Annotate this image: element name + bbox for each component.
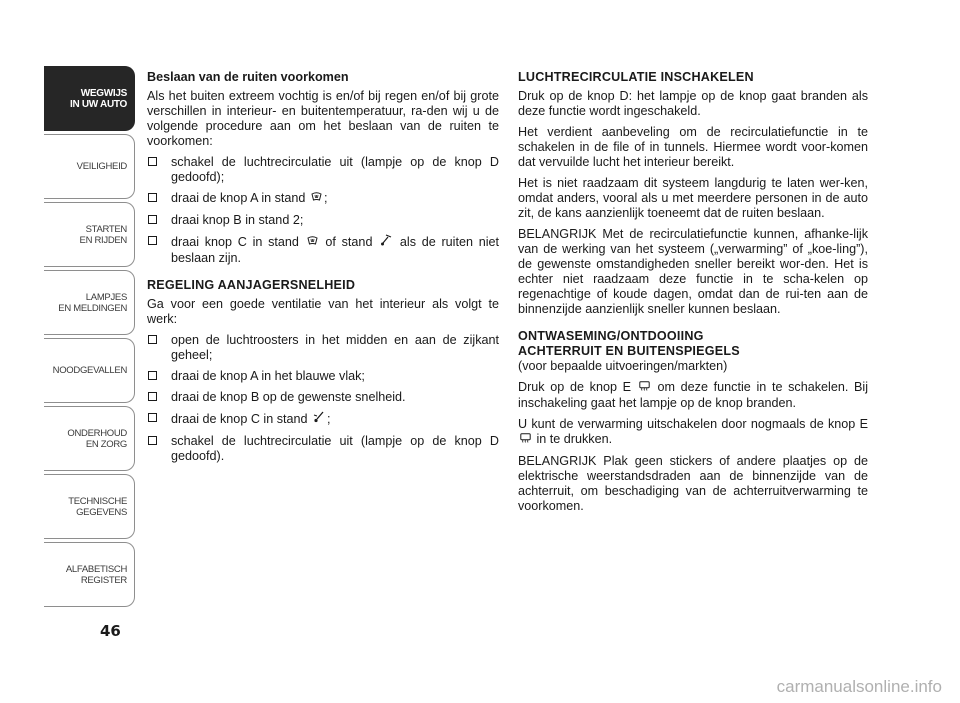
procedure-list [147,155,499,266]
subheading-beslaan: Beslaan van de ruiten voorkomen [147,70,349,84]
checkbox-bullet-icon [148,157,157,166]
list-item: schakel de luchtrecirculatie uit (lampje op de knop D gedoofd). [147,434,499,464]
windshield-defrost-icon [311,192,322,207]
chapter-sidebar [44,66,136,610]
checkbox-bullet-icon [148,236,157,245]
page-number: 46 [100,622,121,640]
feet-windshield-icon [380,234,392,251]
important-note: BELANGRIJK Plak geen stickers of andere plaatjes op de elektrische weerstandsdraden aan de binnenzijde van de achterruit, om beschadiging van de achterruitverwarming te voorkomen. [518,454,868,513]
checkbox-bullet-icon [148,371,157,380]
paragraph: U kunt de verwarming uitschakelen door nogmaals de knop E in te drukken. [518,417,868,446]
paragraph: Het verdient aanbeveling om de recirculatiefunctie in te schakelen in de file of in tunnels. Hiermee wordt voor-komen dat vervuilde lucht het interieur bereikt. [518,125,868,169]
ventilation-list [147,333,499,464]
checkbox-bullet-icon [148,335,157,344]
windshield-defrost-icon [307,236,318,251]
heading-ontwaseming: ONTWASEMING/ONTDOOIING ACHTERRUIT EN BUITENSPIEGELS [518,329,740,358]
tab-veiligheid[interactable]: VEILIGHEID [44,134,135,199]
important-note: BELANGRIJK Met de recirculatiefunctie kunnen, afhanke-lijk van de werking van het systeem („verwarming” of „koe-ling”), de gewenste omstandigheden sneller bereikt wor-den. Het is echter niet raadzaam deze functie in te scha-kelen op regenachtige of koude dagen, omdat dan de rui-ten aan de binnenzijde aanzienlijk sneller kunnen beslaan. [518,227,868,316]
right-column [518,70,868,520]
checkbox-bullet-icon [148,193,157,202]
heading-aanjagersnelheid: REGELING AANJAGERSNELHEID [147,278,356,292]
rear-defrost-icon [639,381,650,396]
paragraph: Druk op de knop D: het lampje op de knop gaat branden als deze functie wordt ingeschakeld. [518,89,868,118]
intro-paragraph: Als het buiten extreem vochtig is en/of bij regen en/of bij grote verschillen in interieur- en buitentemperatuur, ra-den wij u de volgende procedure aan om het beslaan van de ruiten te voorkomen: [147,89,499,148]
ventilation-intro: Ga voor een goede ventilatie van het interieur als volgt te werk: [147,297,499,326]
checkbox-bullet-icon [148,436,157,445]
tab-technische[interactable]: TECHNISCHE GEGEVENS [44,474,135,539]
checkbox-bullet-icon [148,392,157,401]
tab-wegwijs[interactable]: WEGWIJS IN UW AUTO [44,66,135,131]
list-item: open de luchtroosters in het midden en aan de zijkant geheel; [147,333,499,363]
list-item: draai knop C in stand of stand als de ruiten niet beslaan zijn. [147,234,499,266]
paragraph: Druk op de knop E om deze functie in te schakelen. Bij inschakeling gaat het lampje op de knop branden. [518,380,869,410]
checkbox-bullet-icon [148,413,157,422]
left-column [147,70,499,470]
tab-onderhoud[interactable]: ONDERHOUD EN ZORG [44,406,135,471]
tab-alfabetisch[interactable]: ALFABETISCH REGISTER [44,542,135,607]
tab-noodgevallen[interactable]: NOODGEVALLEN [44,338,135,403]
list-item: schakel de luchtrecirculatie uit (lampje op de knop D gedoofd); [147,155,499,185]
list-item: draai knop B in stand 2; [147,213,499,228]
tab-starten[interactable]: STARTEN EN RIJDEN [44,202,135,267]
tab-lampjes[interactable]: LAMPJES EN MELDINGEN [44,270,135,335]
list-item: draai de knop C in stand ; [147,411,499,428]
body-face-vent-icon [313,411,325,428]
rear-defrost-icon [520,433,531,448]
checkbox-bullet-icon [148,215,157,224]
watermark: carmanualsonline.info [776,677,942,696]
list-item: draai de knop A in stand ; [147,191,499,207]
version-note: (voor bepaalde uitvoeringen/markten) [518,359,728,373]
paragraph: Het is niet raadzaam dit systeem langdurig te laten wer-ken, omdat anders, vooral als u met meerdere personen in de auto zit, de kans aanzienlijk toeneemt dat de ruiten beslaan. [518,176,868,220]
list-item: draai de knop B op de gewenste snelheid. [147,390,499,405]
list-item: draai de knop A in het blauwe vlak; [147,369,499,384]
heading-luchtrecirculatie: LUCHTRECIRCULATIE INSCHAKELEN [518,70,754,84]
